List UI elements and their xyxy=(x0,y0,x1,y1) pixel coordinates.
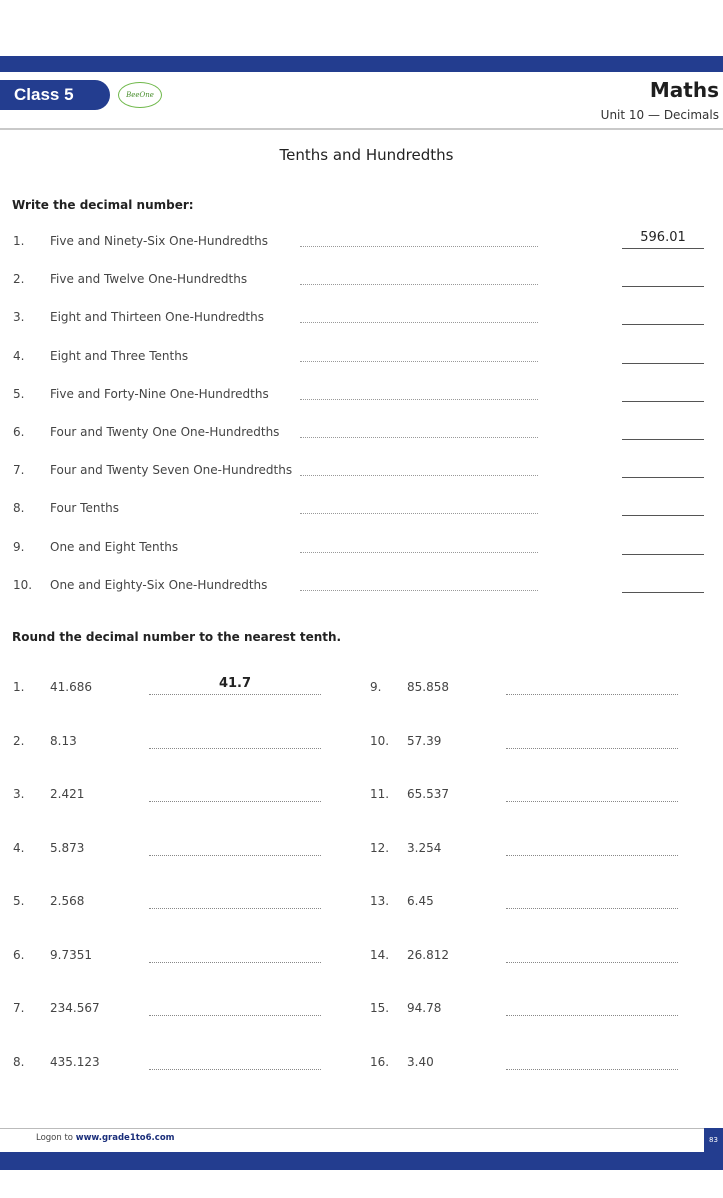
answer-blank[interactable] xyxy=(506,944,678,963)
dotted-leader xyxy=(300,361,538,362)
answer-blank[interactable] xyxy=(622,268,704,287)
rounding-row xyxy=(370,680,723,704)
dotted-leader xyxy=(300,284,538,285)
bottom-banner xyxy=(0,1152,723,1170)
answer-blank[interactable] xyxy=(149,944,321,963)
item-number: 13. xyxy=(370,894,390,908)
decimal-value: 57.39 xyxy=(407,733,442,748)
answer-blank[interactable] xyxy=(149,997,321,1016)
subject-title: Maths xyxy=(649,78,719,102)
answer-blank[interactable]: 41.7 xyxy=(149,676,321,695)
exercise-row xyxy=(0,230,723,256)
dotted-leader xyxy=(300,552,538,553)
class-label: Class 5 xyxy=(0,80,110,110)
dotted-leader xyxy=(300,399,538,400)
answer-blank[interactable] xyxy=(149,783,321,802)
number-phrase: Four and Twenty One One-Hundredths xyxy=(50,425,280,439)
dotted-leader xyxy=(300,590,538,591)
footer-note xyxy=(36,1133,175,1143)
answer-blank[interactable] xyxy=(622,306,704,325)
answer-blank[interactable] xyxy=(622,345,704,364)
header-divider xyxy=(0,128,723,130)
exercise-row xyxy=(0,578,723,600)
decimal-value: 2.568 xyxy=(50,894,85,908)
answer-blank[interactable] xyxy=(622,459,704,478)
number-phrase: Eight and Three Tenths xyxy=(50,348,189,363)
decimal-value: 9.7351 xyxy=(50,947,92,962)
answer-blank[interactable] xyxy=(506,997,678,1016)
rounding-row xyxy=(13,841,373,865)
rounding-row xyxy=(13,787,373,811)
decimal-value: 26.812 xyxy=(407,947,449,962)
number-phrase: Five and Ninety-Six One-Hundredths xyxy=(50,234,268,248)
number-phrase: One and Eight Tenths xyxy=(50,539,179,554)
item-number: 8. xyxy=(13,1054,25,1069)
item-number: 14. xyxy=(370,947,390,962)
number-phrase: Five and Forty-Nine One-Hundredths xyxy=(50,386,269,401)
item-number: 2. xyxy=(13,733,25,748)
answer-blank[interactable] xyxy=(622,383,704,402)
rounding-row xyxy=(370,787,723,811)
rounding-row xyxy=(370,1055,723,1079)
brand-logo xyxy=(118,82,162,108)
dotted-leader xyxy=(300,513,538,514)
dotted-leader xyxy=(300,246,538,247)
decimal-value: 6.45 xyxy=(407,894,434,908)
item-number: 9. xyxy=(13,539,25,554)
number-phrase: Eight and Thirteen One-Hundredths xyxy=(50,310,264,325)
item-number: 5. xyxy=(13,386,25,401)
item-number: 12. xyxy=(370,840,390,855)
number-phrase: One and Eighty-Six One-Hundredths xyxy=(50,577,268,592)
answer-blank[interactable] xyxy=(506,890,678,909)
item-number: 7. xyxy=(13,463,25,478)
decimal-value: 65.537 xyxy=(407,787,449,801)
footer-prefix: Logon to xyxy=(36,1133,76,1143)
answer-blank[interactable] xyxy=(149,890,321,909)
footer-divider xyxy=(0,1128,723,1129)
rounding-row xyxy=(13,948,373,972)
top-banner xyxy=(0,56,723,72)
dotted-leader xyxy=(300,475,538,476)
decimal-value: 2.421 xyxy=(50,787,85,801)
item-number: 1. xyxy=(13,680,25,694)
exercise-row xyxy=(0,272,723,294)
rounding-row xyxy=(370,841,723,865)
unit-label: Unit 10 — Decimals xyxy=(600,108,719,122)
answer-blank[interactable] xyxy=(506,676,678,695)
decimal-value: 234.567 xyxy=(50,1001,100,1015)
rounding-row xyxy=(370,734,723,758)
decimal-value: 5.873 xyxy=(50,840,85,855)
exercise-row xyxy=(0,501,723,523)
decimal-value: 41.686 xyxy=(50,680,92,694)
item-number: 9. xyxy=(370,680,382,694)
item-number: 4. xyxy=(13,348,25,363)
exercise-row xyxy=(0,540,723,562)
decimal-value: 85.858 xyxy=(407,680,449,694)
exercise-row xyxy=(0,463,723,485)
rounding-row xyxy=(370,1001,723,1025)
exercise-row xyxy=(0,310,723,332)
item-number: 6. xyxy=(13,947,25,962)
exercise-row xyxy=(0,349,723,371)
item-number: 2. xyxy=(13,272,25,287)
exercise-row xyxy=(0,425,723,447)
answer-blank[interactable] xyxy=(622,536,704,555)
section2-heading: Round the decimal number to the nearest tenth. xyxy=(12,630,342,644)
dotted-leader xyxy=(300,322,538,323)
rounding-row xyxy=(13,1055,373,1079)
item-number: 6. xyxy=(13,425,25,439)
answer-blank[interactable]: 596.01 xyxy=(622,230,704,249)
rounding-row xyxy=(13,894,373,918)
dotted-leader xyxy=(300,437,538,438)
item-number: 5. xyxy=(13,894,25,908)
item-number: 3. xyxy=(13,787,25,801)
number-phrase: Four and Twenty Seven One-Hundredths xyxy=(50,463,293,478)
decimal-value: 435.123 xyxy=(50,1054,100,1069)
rounding-row xyxy=(370,948,723,972)
answer-blank[interactable] xyxy=(506,783,678,802)
decimal-value: 8.13 xyxy=(50,733,77,748)
logo-text: BeeOne xyxy=(126,91,154,99)
answer-blank[interactable] xyxy=(506,730,678,749)
answer-blank[interactable] xyxy=(149,730,321,749)
number-phrase: Four Tenths xyxy=(50,501,120,516)
item-number: 16. xyxy=(370,1054,390,1069)
rounding-row xyxy=(13,676,373,704)
page-number-tab: 83 xyxy=(704,1128,723,1152)
item-number: 7. xyxy=(13,1001,25,1015)
answer-blank[interactable] xyxy=(622,574,704,593)
exercise-row xyxy=(0,387,723,409)
decimal-value: 3.40 xyxy=(407,1054,434,1069)
item-number: 4. xyxy=(13,840,25,855)
section1-heading: Write the decimal number: xyxy=(12,198,194,212)
item-number: 10. xyxy=(13,577,33,592)
answer-blank[interactable] xyxy=(506,1051,678,1070)
item-number: 8. xyxy=(13,501,25,516)
answer-blank[interactable] xyxy=(149,1051,321,1070)
answer-blank[interactable] xyxy=(622,421,704,440)
rounding-row xyxy=(13,1001,373,1025)
decimal-value: 3.254 xyxy=(407,840,442,855)
item-number: 15. xyxy=(370,1001,390,1015)
rounding-row xyxy=(370,894,723,918)
answer-blank[interactable] xyxy=(506,837,678,856)
number-phrase: Five and Twelve One-Hundredths xyxy=(50,272,248,287)
item-number: 10. xyxy=(370,733,390,748)
worksheet-title: Tenths and Hundredths xyxy=(279,146,454,164)
item-number: 1. xyxy=(13,234,25,248)
answer-blank[interactable] xyxy=(622,497,704,516)
item-number: 11. xyxy=(370,787,390,801)
answer-blank[interactable] xyxy=(149,837,321,856)
item-number: 3. xyxy=(13,310,25,325)
rounding-row xyxy=(13,734,373,758)
decimal-value: 94.78 xyxy=(407,1001,442,1015)
footer-website-link[interactable]: www.grade1to6.com xyxy=(75,1133,175,1143)
